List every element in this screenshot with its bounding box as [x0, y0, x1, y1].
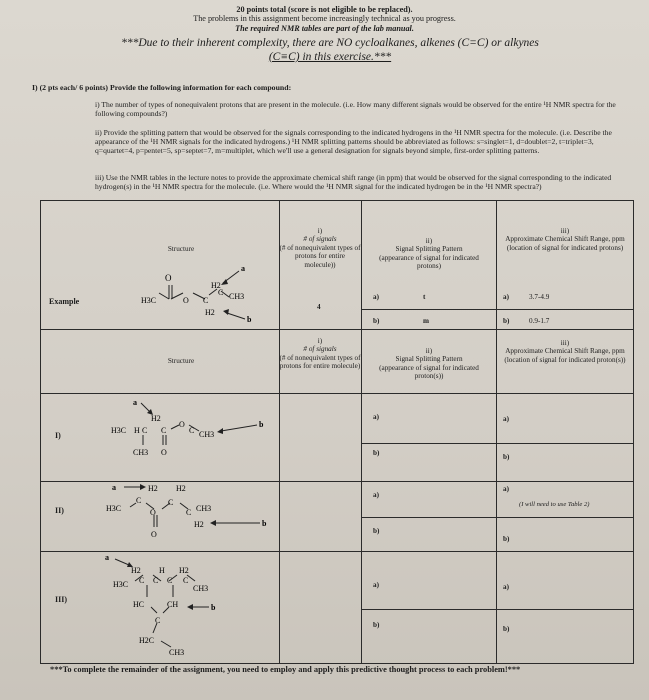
- ex-c2: C: [218, 288, 224, 297]
- difficulty-line: The problems in this assignment become increasingly technical as you progress.: [193, 14, 456, 23]
- row-3-b3: b): [503, 625, 510, 633]
- question-intro: I) (2 pts each/ 6 points) Provide the following information for each compound:: [32, 83, 292, 92]
- row-3-label: III): [55, 595, 68, 604]
- sub-divider-3: [361, 609, 633, 610]
- structure-3: [91, 551, 276, 661]
- col-divider-1: [279, 201, 280, 663]
- example-a-label: a): [373, 293, 379, 301]
- s2-c3: C: [186, 508, 192, 517]
- col-iii-header-2: iii) Approximate Chemical Shift Range, ppm (location of signal for indicated proton(s)): [504, 339, 626, 364]
- row-1-a: a): [373, 413, 379, 421]
- ex-b-marker: b: [247, 315, 252, 324]
- ex-ch3: CH3: [229, 292, 245, 301]
- s1-h2: H2: [151, 414, 161, 423]
- ex-h3c: H3C: [141, 296, 157, 305]
- s3-h2-right: H2: [179, 566, 189, 575]
- example-label: Example: [49, 297, 80, 306]
- s1-o: O: [179, 420, 185, 429]
- ex-o-atom: O: [165, 273, 172, 283]
- s3-ch3-bottom: CH3: [169, 648, 185, 657]
- s1-ch3-bottom: CH3: [133, 448, 149, 457]
- s1-ch3-right: CH3: [199, 430, 215, 439]
- s2-b-marker: b: [262, 519, 267, 528]
- answer-table: [40, 200, 634, 664]
- example-a-split: t: [423, 293, 426, 301]
- example-b-shift: 0.9-1.7: [529, 317, 550, 325]
- s3-h3c: H3C: [113, 580, 129, 589]
- ex-h2-top: H2: [211, 281, 221, 290]
- s1-b-marker: b: [259, 420, 264, 429]
- row-1-b3: b): [503, 453, 510, 461]
- s3-h: H: [159, 566, 165, 575]
- s2-a-marker: a: [112, 483, 116, 492]
- col-ii-header-2: ii) Signal Splitting Pattern (appearance of signal for indicated proton(s)): [379, 347, 479, 381]
- example-signals: 4: [317, 303, 321, 311]
- instruction-iii: iii) Use the NMR tables in the lecture notes to provide the approximate chemical shift range (in ppm) that would be observed for the signal corresponding to the indicated hydrogen(s) in the ¹H NMR spectra for the molecule. (i.e. Where would the ¹H NMR signal for the indicated hydrogen be in the ¹H NMR spectra?): [95, 173, 612, 192]
- row-1-a3: a): [503, 415, 509, 423]
- col-i-header-2: i) # of signals (# of nonequivalent types of protons for entire molecule): [279, 337, 361, 371]
- row-2-note: (I will need to use Table 2): [519, 501, 590, 508]
- s3-h2c: H2C: [139, 636, 155, 645]
- s3-c2: C: [153, 576, 159, 585]
- col-iii-header: iii) Approximate Chemical Shift Range, ppm (location of signal for indicated protons): [505, 227, 625, 252]
- warning-line-2: (C≡C) in this exercise.***: [268, 51, 392, 63]
- row-2-a3: a): [503, 485, 509, 493]
- s1-h: H: [134, 426, 140, 435]
- structure-1: [91, 397, 276, 479]
- s1-a-marker: a: [133, 398, 137, 407]
- ex-a-marker: a: [241, 264, 245, 273]
- ex-h2-bottom: H2: [205, 308, 215, 317]
- sub-divider-example: [361, 309, 633, 310]
- structure-header-2: Structure: [167, 357, 195, 365]
- ex-c1: C: [203, 296, 209, 305]
- s2-c2: C: [168, 498, 174, 507]
- row-2-b3: b): [503, 535, 510, 543]
- col-divider-3: [496, 201, 497, 663]
- s2-h2-bottom: H2: [194, 520, 204, 529]
- s2-h2-right: H2: [176, 484, 186, 493]
- s3-b-marker: b: [211, 603, 216, 612]
- example-b-shift-label: b): [503, 317, 510, 325]
- s3-ch: CH: [167, 600, 179, 609]
- s1-o-bottom: O: [161, 448, 167, 457]
- s1-c2: C: [161, 426, 167, 435]
- instruction-ii: ii) Provide the splitting pattern that would be observed for the signals corresponding to the indicated hydrogens in the ¹H NMR spectra for the molecule. (i.e. Describe the appearance of the ¹H NMR signals for the indicated hydrogens.) ¹H NMR splitting patterns should be abbreviated as follows: s=singlet=1, d=doublet=2, t=triplet=3, q=quartet=4, p=pentet=5, sp=septet=7, m=multiplet, which we'll use a general designation for signals beyond simple, first-order splitting patterns.: [95, 128, 612, 156]
- sub-divider-2: [361, 517, 633, 518]
- row-2-label: II): [55, 506, 64, 515]
- example-structure: [121, 263, 271, 325]
- col-ii-header: ii) Signal Splitting Pattern (appearance of signal for indicated protons): [379, 237, 479, 271]
- row-3-b: b): [373, 621, 380, 629]
- example-a-shift-label: a): [503, 293, 509, 301]
- row-3-a: a): [373, 581, 379, 589]
- s2-h2-left: H2: [148, 484, 158, 493]
- structure-2: [96, 481, 276, 549]
- s2-o-ring: O: [150, 508, 156, 517]
- footer-note: ***To complete the remainder of the assignment, you need to employ and apply this predictive thought process to each problem!***: [50, 665, 521, 674]
- s3-ch3: CH3: [193, 584, 209, 593]
- example-b-label: b): [373, 317, 380, 325]
- s3-c4: C: [183, 576, 189, 585]
- points-line: 20 points total (score is not eligible to be replaced).: [236, 5, 413, 14]
- row-1-label: I): [55, 431, 61, 440]
- s1-c1: C: [142, 426, 148, 435]
- s1-h3c: H3C: [111, 426, 127, 435]
- row-2-a: a): [373, 491, 379, 499]
- col-i-header: i) # of signals (# of nonequivalent types of protons for entire molecule)): [279, 227, 361, 269]
- row-1-b: b): [373, 449, 380, 457]
- row-3-a3: a): [503, 583, 509, 591]
- tables-line: The required NMR tables are part of the lab manual.: [235, 24, 414, 33]
- row-2-b: b): [373, 527, 380, 535]
- row-divider-header2: [41, 393, 633, 394]
- example-b-split: m: [423, 317, 429, 325]
- s3-c3: C: [167, 576, 173, 585]
- s1-c3: C: [189, 426, 195, 435]
- ex-o-ester: O: [183, 296, 189, 305]
- structure-header: Structure: [167, 245, 195, 253]
- s3-hc: HC: [133, 600, 145, 609]
- warning-line-1: ***Due to their inherent complexity, there are NO cycloalkanes, alkenes (C=C) or alkynes: [121, 37, 539, 49]
- sub-divider-1: [361, 443, 633, 444]
- s3-h2-left: H2: [131, 566, 141, 575]
- example-a-shift: 3.7-4.9: [529, 293, 550, 301]
- instruction-i: i) The number of types of nonequivalent protons that are present in the molecule. (i.e. How many different signals would be observed for the entire ¹H NMR spectra for the following compounds?): [95, 100, 616, 119]
- col-divider-2: [361, 201, 362, 663]
- s3-c-bridge: C: [155, 616, 161, 625]
- s3-a-marker: a: [105, 553, 109, 562]
- row-divider-example: [41, 329, 633, 330]
- s2-c1: C: [136, 496, 142, 505]
- s2-o-carbonyl: O: [151, 530, 157, 539]
- s2-ch3: CH3: [196, 504, 212, 513]
- s3-c1: C: [139, 576, 145, 585]
- s2-h3c: H3C: [106, 504, 122, 513]
